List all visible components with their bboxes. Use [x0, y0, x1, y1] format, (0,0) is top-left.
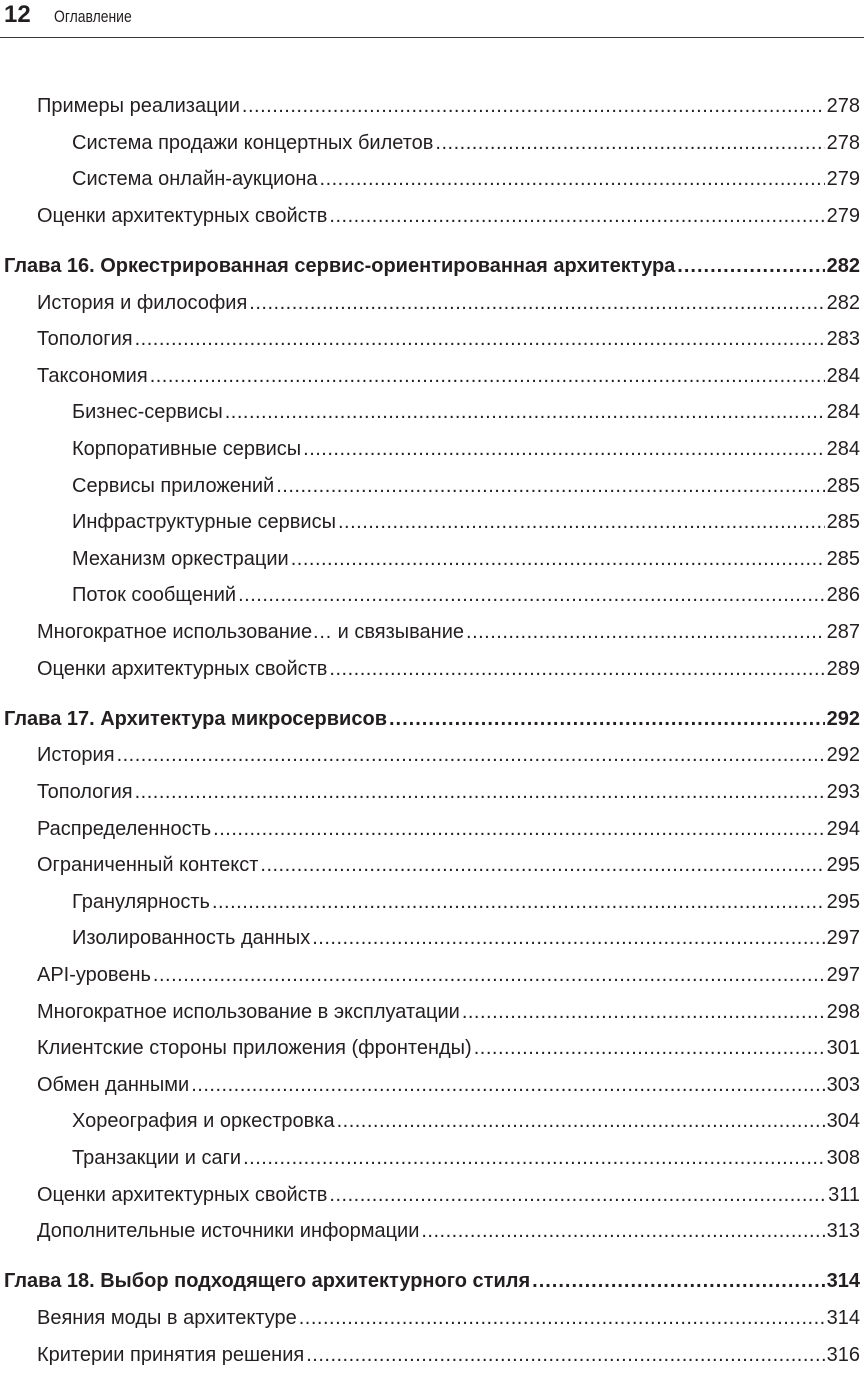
toc-entry-page-number: 289: [826, 657, 860, 680]
toc-entry-title: Механизм оркестрации: [72, 547, 289, 570]
toc-entry-title: Веяния моды в архитектуре: [37, 1307, 297, 1330]
toc-entry-page-number: 284: [826, 438, 860, 461]
toc-entry-title: История: [37, 744, 115, 767]
toc-entry-page-number: 279: [826, 168, 860, 191]
dot-leader: [466, 614, 825, 651]
toc-section-entry[interactable]: [0, 1337, 864, 1373]
toc-entry-title: Система продажи концертных билетов: [72, 131, 434, 154]
toc-entry-title: API-уровень: [37, 964, 151, 987]
dot-leader: [338, 504, 825, 541]
toc-entry-page-number: 285: [826, 547, 860, 570]
toc-entry-title: Клиентские стороны приложения (фронтенды): [37, 1037, 472, 1060]
toc-entry-page-number: 282: [826, 255, 860, 278]
dot-leader: [329, 1177, 826, 1214]
toc-subsection-entry[interactable]: [0, 504, 864, 541]
toc-subsection-entry[interactable]: [0, 541, 864, 578]
toc-entry-title: История и философия: [37, 291, 248, 314]
page-header: [0, 0, 864, 38]
toc-entry-title: Критерии принятия решения: [37, 1343, 305, 1366]
toc-entry-title: Многократное использование в эксплуатации: [37, 1000, 460, 1023]
toc-entry-title: Система онлайн-аукциона: [72, 168, 318, 191]
dot-leader: [225, 394, 825, 431]
toc-subsection-entry[interactable]: [0, 884, 864, 921]
toc-entry-page-number: 304: [826, 1110, 860, 1133]
toc-entry-page-number: 293: [826, 781, 860, 804]
toc-entry-page-number: 314: [826, 1307, 860, 1330]
toc-chapter-entry[interactable]: [0, 1263, 864, 1300]
toc-section-entry[interactable]: [0, 957, 864, 994]
dot-leader: [153, 957, 825, 994]
dot-leader: [191, 1067, 824, 1104]
toc-section-entry[interactable]: [0, 1300, 864, 1337]
dot-leader: [213, 811, 824, 848]
dot-leader: [337, 1103, 825, 1140]
toc-section-entry[interactable]: [0, 994, 864, 1031]
toc-section-entry[interactable]: [0, 737, 864, 774]
toc-entry-page-number: 313: [826, 1220, 860, 1243]
toc-entry-page-number: 301: [826, 1037, 860, 1060]
toc-section-entry[interactable]: [0, 1213, 864, 1250]
dot-leader: [238, 577, 825, 614]
toc-entry-page-number: 282: [826, 291, 860, 314]
toc-subsection-entry[interactable]: [0, 125, 864, 162]
toc-section-entry[interactable]: [0, 811, 864, 848]
toc-entry-page-number: 311: [828, 1183, 860, 1206]
toc-section-entry[interactable]: [0, 285, 864, 322]
toc-entry-title: Гранулярность: [72, 890, 210, 913]
dot-leader: [435, 125, 824, 162]
toc-entry-page-number: 294: [826, 817, 860, 840]
toc-entry-title: Топология: [37, 328, 133, 351]
toc-entry-page-number: 297: [826, 927, 860, 950]
toc-chapter-entry[interactable]: [0, 248, 864, 285]
dot-leader: [212, 884, 825, 921]
toc-entry-page-number: 278: [826, 131, 860, 154]
dot-leader: [474, 1030, 825, 1067]
toc-entry-title: Оценки архитектурных свойств: [37, 1183, 328, 1206]
toc-entry-page-number: 292: [826, 707, 860, 730]
toc-section-entry[interactable]: [0, 1177, 864, 1214]
toc-section-entry[interactable]: [0, 198, 864, 235]
toc-entry-title: Ограниченный контекст: [37, 854, 259, 877]
toc-entry-title: Глава 16. Оркестрированная сервис-ориентированная архитектура: [4, 255, 676, 278]
toc-entry-title: Примеры реализации: [37, 95, 240, 117]
toc-section-entry[interactable]: [0, 1030, 864, 1067]
dot-leader: [303, 431, 824, 468]
toc-section-entry[interactable]: [0, 614, 864, 651]
toc-entry-title: Обмен данными: [37, 1073, 190, 1096]
toc-entry-page-number: 316: [826, 1343, 860, 1366]
toc-entry-page-number: 285: [826, 474, 860, 497]
toc-entry-title: Изолированность данных: [72, 927, 311, 950]
dot-leader: [117, 737, 825, 774]
dot-leader: [243, 1140, 825, 1177]
page-number: 12: [4, 1, 31, 28]
toc-entry-title: Глава 17. Архитектура микросервисов: [4, 707, 387, 730]
dot-leader: [276, 468, 824, 505]
dot-leader: [677, 248, 824, 285]
toc-section-entry[interactable]: [0, 358, 864, 395]
toc-entry-page-number: 314: [826, 1270, 860, 1293]
toc-entry-page-number: 286: [826, 584, 860, 607]
toc-subsection-entry[interactable]: [0, 468, 864, 505]
toc-entry-page-number: 284: [826, 401, 860, 424]
dot-leader: [312, 920, 824, 957]
toc-entry-title: Оценки архитектурных свойств: [37, 657, 328, 680]
dot-leader: [329, 651, 824, 688]
toc-entry-title: Транзакции и саги: [72, 1147, 242, 1169]
toc-entry-page-number: 295: [826, 854, 860, 877]
toc-entry-title: Многократное использование… и связывание: [37, 621, 465, 643]
toc-entry-page-number: 308: [826, 1147, 860, 1169]
toc-entry-title: Хореография и оркестровка: [72, 1110, 335, 1133]
dot-leader: [260, 847, 824, 884]
toc-entry-title: Распределенность: [37, 817, 212, 840]
dot-leader: [329, 198, 824, 235]
table-of-contents: [0, 88, 864, 1373]
toc-entry-page-number: 298: [826, 1000, 860, 1023]
toc-entry-title: Дополнительные источники информации: [37, 1220, 420, 1243]
toc-entry-page-number: 303: [826, 1073, 860, 1096]
dot-leader: [249, 285, 824, 322]
toc-subsection-entry[interactable]: [0, 577, 864, 614]
dot-leader: [320, 161, 825, 198]
toc-entry-title: Инфраструктурные сервисы: [72, 511, 336, 534]
toc-subsection-entry[interactable]: [0, 1140, 864, 1177]
toc-entry-title: Корпоративные сервисы: [72, 438, 302, 461]
dot-leader: [389, 701, 825, 738]
toc-section-entry[interactable]: [0, 321, 864, 358]
toc-entry-page-number: 278: [826, 95, 860, 117]
toc-entry-title: Топология: [37, 781, 133, 804]
toc-entry-page-number: 295: [826, 890, 860, 913]
dot-leader: [150, 358, 825, 395]
toc-entry-title: Сервисы приложений: [72, 474, 275, 497]
toc-chapter-entry[interactable]: [0, 701, 864, 738]
toc-entry-page-number: 284: [826, 364, 860, 387]
toc-entry-title: Поток сообщений: [72, 584, 237, 607]
toc-entry-page-number: 297: [826, 964, 860, 987]
toc-entry-title: Таксономия: [37, 364, 148, 387]
toc-entry-page-number: 283: [826, 328, 860, 351]
toc-section-entry[interactable]: [0, 847, 864, 884]
toc-entry-title: Оценки архитектурных свойств: [37, 204, 328, 227]
dot-leader: [135, 774, 825, 811]
dot-leader: [299, 1300, 825, 1337]
toc-entry-title: Бизнес-сервисы: [72, 401, 223, 424]
dot-leader: [532, 1263, 824, 1300]
running-title: Оглавление: [54, 7, 132, 26]
toc-section-entry[interactable]: [0, 651, 864, 688]
toc-subsection-entry[interactable]: [0, 920, 864, 957]
dot-leader: [242, 88, 825, 125]
toc-section-entry[interactable]: [0, 88, 864, 125]
dot-leader: [306, 1337, 824, 1373]
toc-subsection-entry[interactable]: [0, 431, 864, 468]
dot-leader: [291, 541, 825, 578]
toc-section-entry[interactable]: [0, 774, 864, 811]
toc-entry-page-number: 292: [826, 744, 860, 767]
toc-section-entry[interactable]: [0, 1067, 864, 1104]
toc-subsection-entry[interactable]: [0, 1103, 864, 1140]
toc-entry-page-number: 285: [826, 511, 860, 534]
dot-leader: [135, 321, 825, 358]
dot-leader: [462, 994, 825, 1031]
toc-subsection-entry[interactable]: [0, 394, 864, 431]
toc-entry-page-number: 279: [826, 204, 860, 227]
toc-subsection-entry[interactable]: [0, 161, 864, 198]
dot-leader: [421, 1213, 824, 1250]
toc-entry-title: Глава 18. Выбор подходящего архитектурного стиля: [4, 1270, 531, 1293]
toc-entry-page-number: 287: [826, 621, 860, 643]
